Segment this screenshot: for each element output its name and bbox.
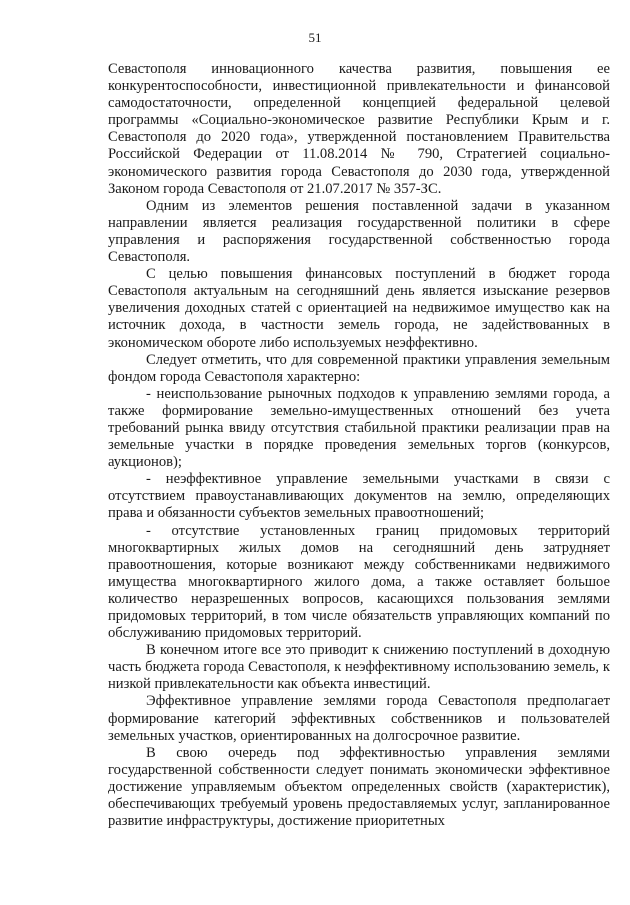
list-item: - отсутствие установленных границ придомовых территорий многоквартирных жилых домов на сегодняшний день затрудняет правоотношения, которые возникают между собственниками недвижимого имущества многоквартирного жилого дома, а также оставляет большое количество неразрешенных вопросов, касающихся пользования землями придомовых территорий, в том числе обязательств управляющих компаний по обслуживанию придомовых территорий. (108, 522, 610, 642)
paragraph: С целью повышения финансовых поступлений в бюджет города Севастополя актуальным на сегодняшний день является изыскание резервов увеличения доходных статей с ориентацией на недвижимое имущество как на источник дохода, в частности земель города, не задействованных в экономическом обороте либо используемых неэффективно. (108, 266, 610, 351)
paragraph: В свою очередь под эффективностью управления землями государственной собственности следует понимать экономически эффективное достижение управляемым объектом определенных свойств (характеристик), обеспечивающих требуемый уровень предоставляемых услуг, запланированное развитие инфраструктуры, достижение приоритетных (108, 744, 610, 830)
paragraph: Следует отметить, что для современной практики управления земельным фондом города Севастополя характерно: (108, 351, 610, 385)
document-body (108, 61, 610, 830)
paragraph: Одним из элементов решения поставленной задачи в указанном направлении является реализация государственной политики в сфере управления и распоряжения государственной собственностью города Севастополя. (108, 197, 610, 266)
paragraph: В конечном итоге все это приводит к снижению поступлений в доходную часть бюджета города Севастополя, к неэффективному использованию земель, к низкой привлекательности как объекта инвестиций. (108, 642, 610, 693)
paragraph: Эффективное управление землями города Севастополя предполагает формирование категорий эффективных собственников и пользователей земельных участков, ориентированных на долгосрочное развитие. (108, 693, 610, 744)
page-number: 51 (308, 30, 322, 45)
paragraph-continuation: Севастополя инновационного качества развития, повышения ее конкурентоспособности, инвестиционной привлекательности и финансовой самодостаточности, определенной концепцией федеральной целевой программы «Социально-экономическое развитие Республики Крым и г. Севастополя до 2020 года», утвержденной постановлением Правительства Российской Федерации от 11.08.2014 № 790, Стратегией социально-экономического развития города Севастополя до 2030 года, утвержденной Законом города Севастополя от 21.07.2017 № 357-ЗС. (108, 61, 610, 197)
list-item: - неиспользование рыночных подходов к управлению землями города, а также формирование земельно-имущественных отношений без учета требований рынка ввиду отсутствия стабильной практики реализации прав на земельные участки в порядке проведения земельных торгов (конкурсов, аукционов); (108, 385, 610, 471)
list-item: - неэффективное управление земельными участками в связи с отсутствием правоустанавливающих документов на землю, определяющих права и обязанности субъектов земельных правоотношений; (108, 471, 610, 522)
